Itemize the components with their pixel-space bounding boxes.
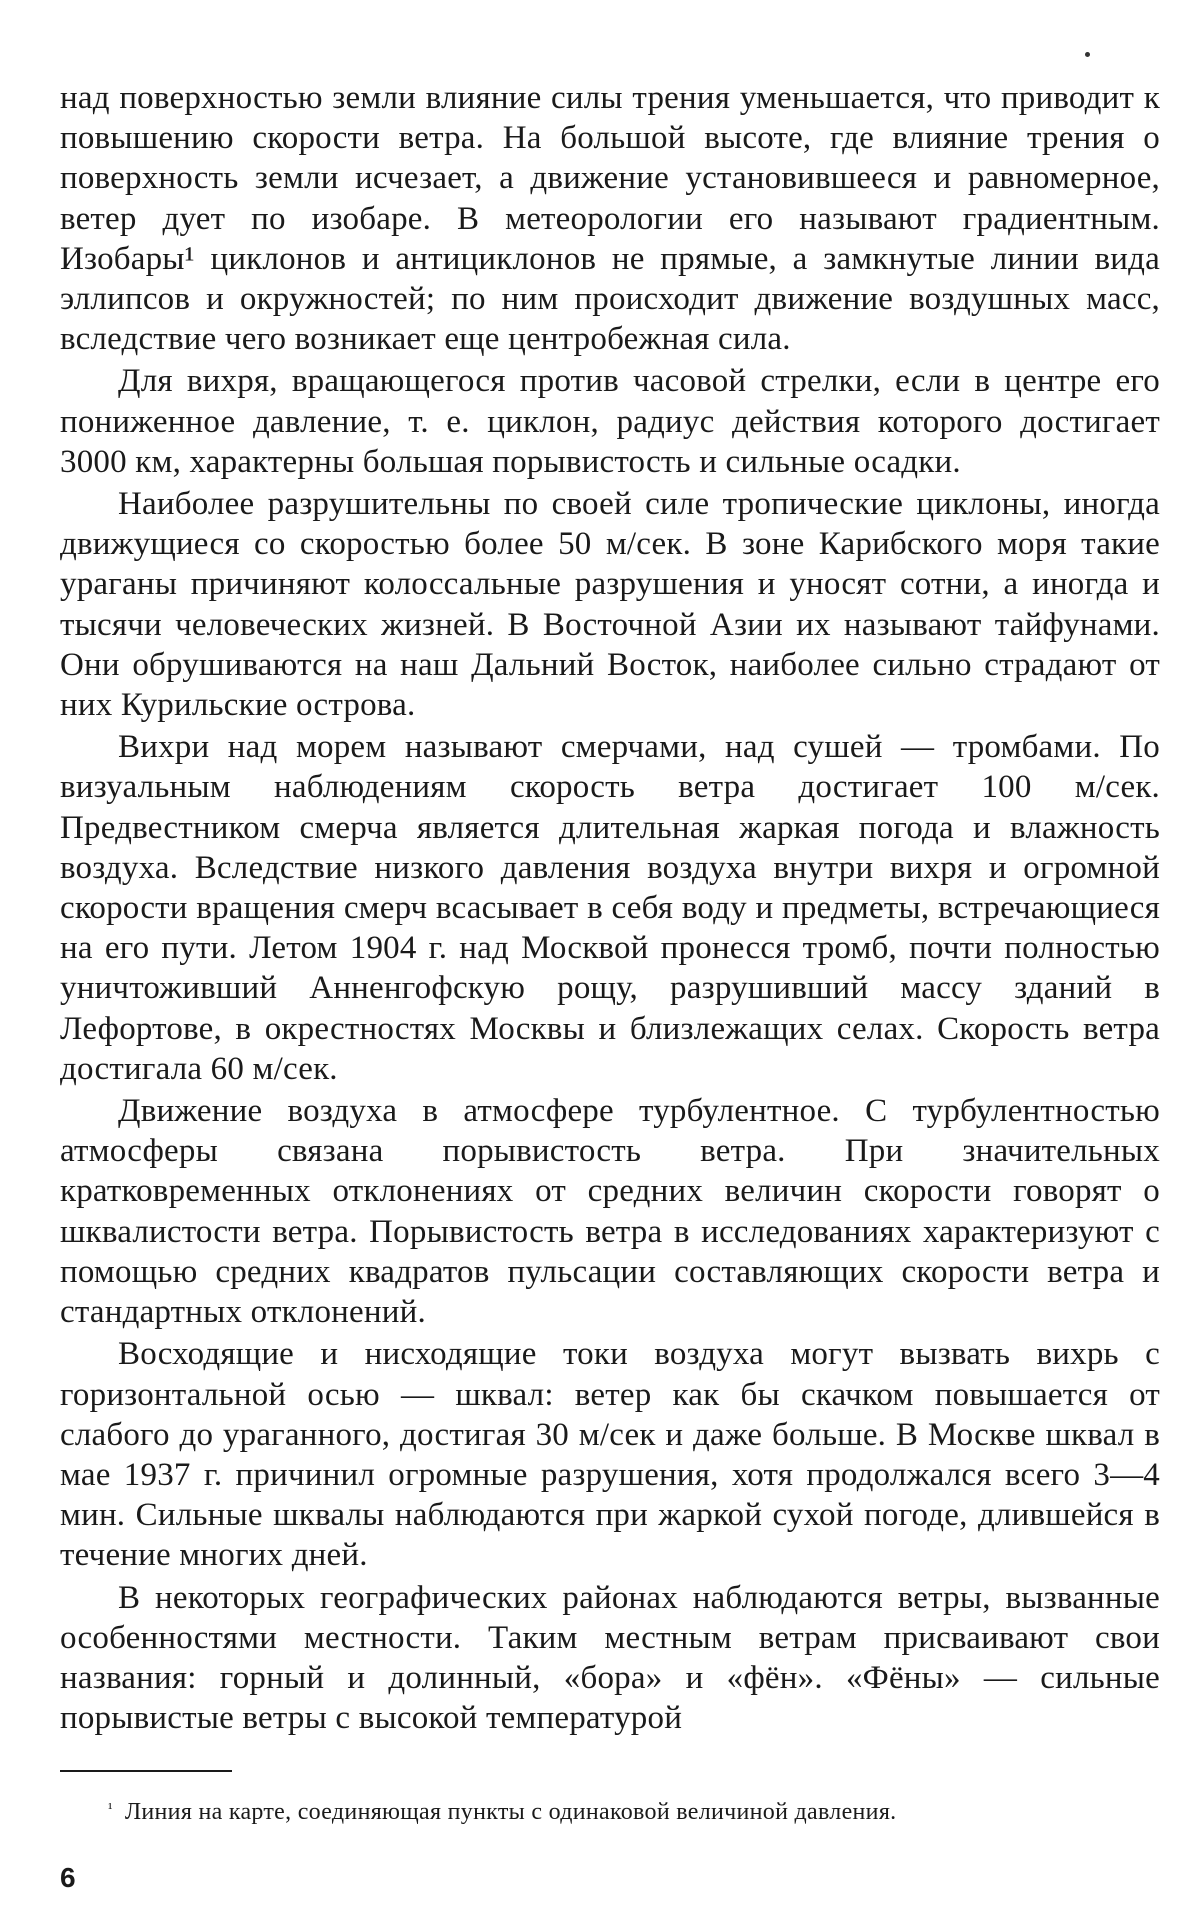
paragraph-4: Вихри над морем называют смерчами, над сушей — тромбами. По визуальным наблюдениям скорость ветра достигает 100 м/сек. Предвестником смерча является длительная жаркая погода и влажность воздуха. Вследствие низкого давления воздуха внутри вихря и огромной скорости вращения смерч всасывает в себя воду и предметы, встречающиеся на его пути. Летом 1904 г. над Москвой пронесся тромб, почти полностью уничтоживший Анненгофскую рощу, разрушивший массу зданий в Лефортове, в окрестностях Москвы и близлежащих селах. Скорость ветра достигала 60 м/сек. bbox=[60, 729, 1160, 1087]
footnote-divider bbox=[60, 1770, 232, 1772]
paragraph-6: Восходящие и нисходящие токи воздуха могут вызвать вихрь с горизонтальной осью — шквал: ветер как бы скачком повышается от слабого до ураганного, достигая 30 м/сек и даже больше. В Москве шквал в мае 1937 г. причинил огромные разрушения, хотя продолжался всего 3—4 мин. Сильные шквалы наблюдаются при жаркой сухой погоде, длившейся в течение многих дней. bbox=[60, 1336, 1160, 1574]
page-number: 6 bbox=[60, 1862, 76, 1893]
book-page bbox=[60, 78, 1160, 1893]
paragraph-5: Движение воздуха в атмосфере турбулентное. С турбулентностью атмосферы связана порывистость ветра. При значительных кратковременных отклонениях от средних величин скорости говорят о шквалистости ветра. Порывистость ветра в исследованиях характеризуют с помощью средних квадратов пульсации составляющих скорости ветра и стандартных отклонений. bbox=[60, 1093, 1160, 1331]
paragraph-2: Для вихря, вращающегося против часовой стрелки, если в центре его пониженное давление, т. е. циклон, радиус действия которого достигает 3000 км, характерны большая порывистость и сильные осадки. bbox=[60, 363, 1160, 480]
footnote bbox=[108, 1794, 1168, 1827]
paragraph-1: над поверхностью земли влияние силы трения уменьшается, что приводит к повышению скорости ветра. На большой высоте, где влияние трения о поверхность земли исчезает, а движение установившееся и равномерное, ветер дует по изобаре. В метеорологии его называют градиентным. Изобары¹ циклонов и антициклонов не прямые, а замкнутые линии вида эллипсов и окружностей; по ним происходит движение воздушных масс, вследствие чего возникает еще центробежная сила. bbox=[60, 80, 1160, 358]
body-text bbox=[60, 78, 1160, 1738]
footnote-text: Линия на карте, соединяющая пункты с одинаковой величиной давления. bbox=[124, 1799, 897, 1825]
paragraph-7: В некоторых географических районах наблюдаются ветры, вызванные особенностями местности. Таким местным ветрам присваивают свои названия: горный и долинный, «бора» и «фён». «Фёны» — сильные порывистые ветры с высокой температурой bbox=[60, 1579, 1160, 1737]
footnote-marker: ¹ bbox=[108, 1801, 113, 1817]
paragraph-3: Наиболее разрушительны по своей силе тропические циклоны, иногда движущиеся со скоростью более 50 м/сек. В зоне Карибского моря такие ураганы причиняют колоссальные разрушения и уносят сотни, а иногда и тысячи человеческих жизней. В Восточной Азии их называют тайфунами. Они обрушиваются на наш Дальний Восток, наиболее сильно страдают от них Курильские острова. bbox=[60, 486, 1160, 724]
scan-speck bbox=[1085, 52, 1090, 57]
